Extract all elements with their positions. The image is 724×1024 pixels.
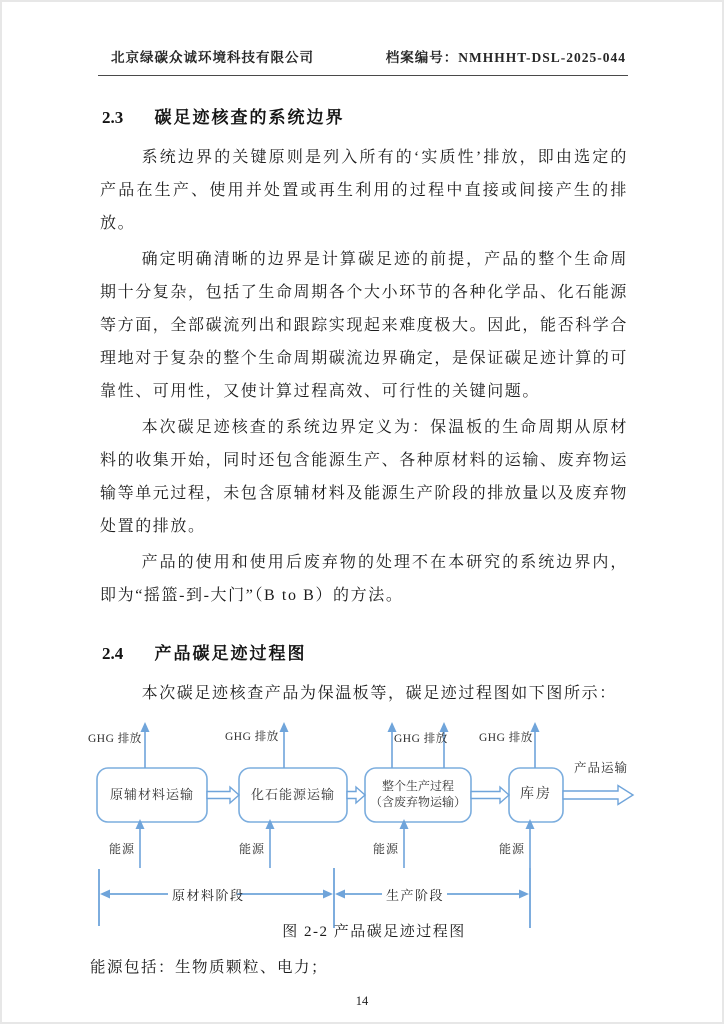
body-paragraph-3: 本次碳足迹核查的系统边界定义为：保温板的生命周期从原材料的收集开始，同时还包含能源生产、各种原材料的运输、废弃物运输等单元过程，未包含原辅材料及能源生产阶段的排放量以及废弃物处置的排放。	[100, 419, 629, 535]
section-2-3-title: 碳足迹核查的系统边界	[154, 108, 345, 127]
stage-production-label: 生产阶段	[386, 888, 445, 903]
section-2-4-number: 2.4	[102, 644, 124, 663]
energy-note: 能源包括：生物质颗粒、电力；	[90, 959, 329, 976]
page-number: 14	[355, 994, 369, 1008]
header-archive-number: 档案编号：NMHHHT-DSL-2025-044	[385, 50, 626, 65]
section-2-4-heading	[102, 639, 628, 664]
diagram-lines-graphic	[82, 716, 648, 948]
figure-caption: 图 2-2 产品碳足迹过程图	[282, 924, 466, 940]
section-2-4-title: 产品碳足迹过程图	[154, 644, 307, 663]
box-fossil-energy-transport: 化石能源运输	[251, 786, 336, 802]
section-2-4-intro: 本次碳足迹核查产品为保温板等，碳足迹过程图如下图所示：	[141, 685, 617, 702]
body-paragraph-1: 系统边界的关键原则是列入所有的‘实质性’排放，即由选定的产品在生产、使用并处置或再生利用的过程中直接或间接产生的排放。	[100, 149, 628, 232]
box-raw-material-transport: 原辅材料运输	[109, 786, 194, 802]
section-2-3-number: 2.3	[102, 108, 124, 127]
energy-label-2: 能源	[239, 842, 266, 856]
energy-label-3: 能源	[373, 842, 400, 856]
header-company: 北京绿碳众诚环境科技有限公司	[111, 50, 314, 65]
ghg-emission-label-2: GHG 排放	[225, 731, 279, 743]
box-production-process: 整个生产过程 （含废弃物运输）	[369, 779, 466, 809]
ghg-emission-label-3: GHG 排放	[394, 733, 448, 745]
body-paragraph-4: 产品的使用和使用后废弃物的处理不在本研究的系统边界内，即为“摇篮-到-大门”（B to B）的方法。	[100, 554, 628, 604]
page-header	[98, 2, 628, 76]
stage-raw-material-label: 原材料阶段	[172, 888, 245, 903]
energy-label-1: 能源	[109, 842, 136, 856]
body-paragraph-2: 确定明确清晰的边界是计算碳足迹的前提，产品的整个生命周期十分复杂，包括了生命周期各个大小环节的各种化学品、化石能源等方面，全部碳流列出和跟踪实现起来难度极大。因此，能否科学合理地对于复杂的整个生命周期碳流边界确定，是保证碳足迹计算的可靠性、可用性，又使计算过程高效、可行性的关键问题。	[100, 251, 629, 400]
section-2-3-heading	[102, 103, 628, 128]
carbon-footprint-process-diagram	[82, 716, 648, 948]
ghg-emission-label-4: GHG 排放	[479, 732, 533, 744]
product-transport-label: 产品运输	[574, 761, 629, 775]
ghg-emission-label-1: GHG 排放	[88, 733, 142, 745]
page-content	[88, 103, 629, 982]
page-footer	[2, 994, 722, 1009]
energy-label-4: 能源	[499, 842, 526, 856]
box-warehouse: 库房	[520, 786, 552, 802]
